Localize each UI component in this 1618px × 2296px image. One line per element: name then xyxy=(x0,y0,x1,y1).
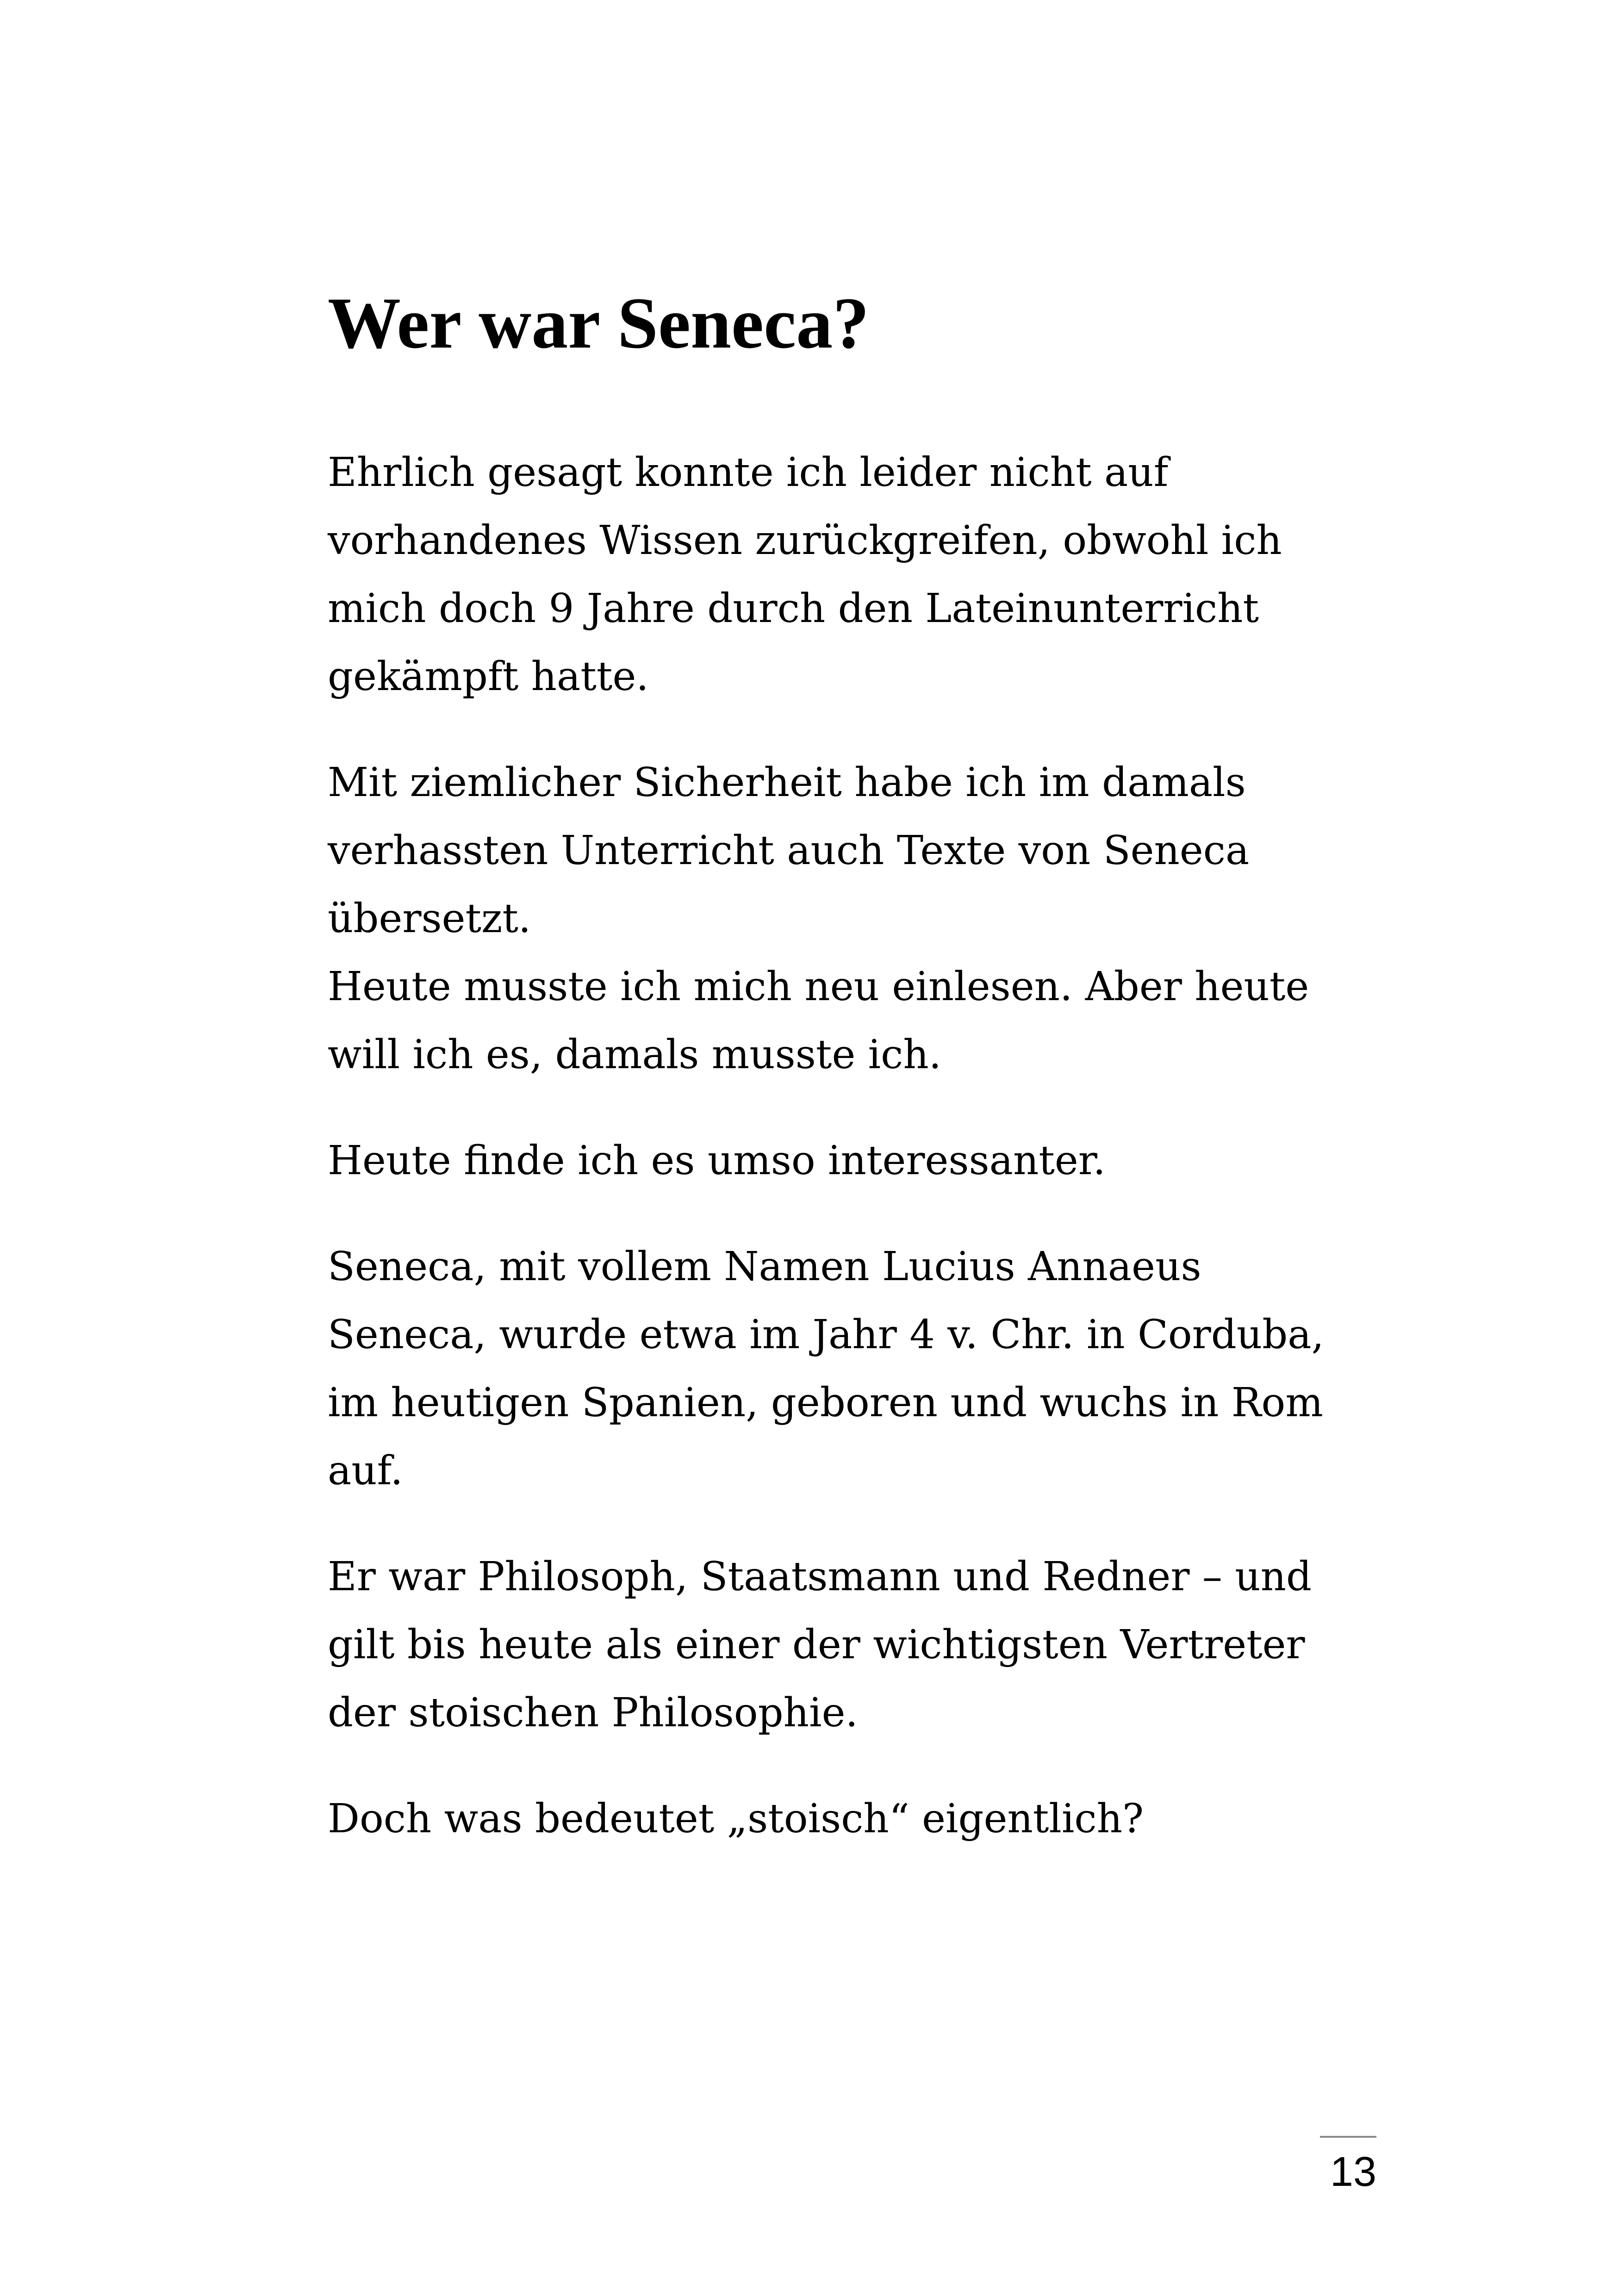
text-line: Heute finde ich es umso interessanter. xyxy=(328,1138,1106,1184)
text-line: Heute musste ich mich neu einlesen. Aber heute xyxy=(328,964,1309,1010)
paragraph-4 xyxy=(328,1233,1392,1505)
text-line: im heutigen Spanien, geboren und wuchs in Rom xyxy=(328,1380,1323,1426)
text-line: verhassten Unterricht auch Texte von Seneca xyxy=(328,828,1250,874)
paragraph-1 xyxy=(328,439,1392,711)
paragraph-6 xyxy=(328,1785,1392,1853)
text-line: auf. xyxy=(328,1448,403,1494)
paragraph-3 xyxy=(328,1127,1392,1195)
text-line: gilt bis heute als einer der wichtigsten Vertreter xyxy=(328,1622,1305,1668)
text-line: Ehrlich gesagt konnte ich leider nicht auf xyxy=(328,449,1169,496)
paragraph-5 xyxy=(328,1543,1392,1747)
text-line: vorhandenes Wissen zurückgreifen, obwohl ich xyxy=(328,517,1282,564)
text-line: der stoischen Philosophie. xyxy=(328,1690,858,1736)
text-line: will ich es, damals musste ich. xyxy=(328,1032,942,1078)
text-line: Seneca, wurde etwa im Jahr 4 v. Chr. in Corduba, xyxy=(328,1312,1324,1358)
text-line: Doch was bedeutet „stoisch“ eigentlich? xyxy=(328,1796,1144,1842)
text-line: Er war Philosoph, Staatsmann und Redner – und xyxy=(328,1554,1312,1600)
text-line: Seneca, mit vollem Namen Lucius Annaeus xyxy=(328,1244,1201,1290)
text-line: gekämpft hatte. xyxy=(328,653,649,700)
page-number: 13 xyxy=(1330,2149,1376,2195)
body-text xyxy=(328,439,1392,1891)
footer-divider xyxy=(1320,2136,1376,2138)
text-line: übersetzt. xyxy=(328,896,531,942)
page-title: Wer war Seneca? xyxy=(328,283,870,364)
text-line: mich doch 9 Jahre durch den Lateinunterricht xyxy=(328,585,1259,632)
paragraph-2 xyxy=(328,749,1392,1089)
text-line: Mit ziemlicher Sicherheit habe ich im damals xyxy=(328,759,1246,806)
